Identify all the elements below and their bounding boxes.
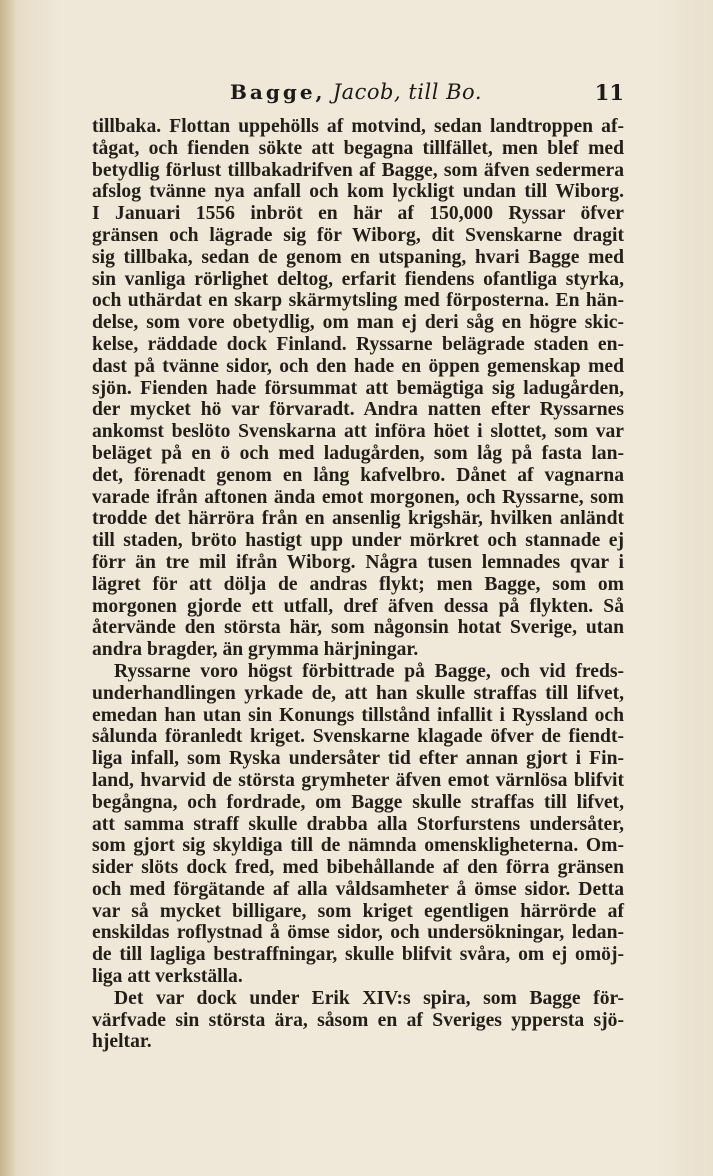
- text-line: som gjort sig skyldiga till de nämnda omenskligheterna. Om-: [92, 835, 624, 857]
- text-line: tillbaka. Flottan uppehölls af motvind, sedan landtroppen af-: [92, 116, 624, 137]
- text-line: Det var dock under Erik XIV:s spira, som Bagge för-: [114, 987, 624, 1009]
- text-line: underhandlingen yrkade de, att han skulle straffas till lifvet,: [92, 682, 624, 704]
- text-line: morgonen gjorde ett utfall, dref äfven dessa på flykten. Så: [92, 595, 624, 617]
- running-head-title: [230, 80, 482, 104]
- paragraph: [92, 988, 624, 1053]
- text-line: sjön. Fienden hade försummat att bemägtiga sig ladugården,: [92, 377, 624, 399]
- text-line: gränsen och lägrade sig för Wiborg, dit Svenskarne dragit: [92, 224, 624, 246]
- text-line: Ryssarne voro högst förbittrade på Bagge, och vid freds-: [114, 660, 624, 682]
- text-line: tågat, och fienden sökte att begagna tillfället, men blef med: [92, 137, 624, 159]
- text-line: afslog tvänne nya anfall och kom lyckligt undan till Wiborg.: [92, 181, 624, 203]
- text-line: sider slöts dock fred, med bibehållande af den förra gränsen: [92, 857, 624, 879]
- page-edge: [0, 0, 16, 1176]
- text-line: begångna, och fordrade, om Bagge skulle straffas till lifvet,: [92, 791, 624, 813]
- running-head-name: Bagge,: [230, 80, 326, 104]
- text-line: trodde det härröra från en ansenlig krigshär, hvilken anländt: [92, 508, 624, 530]
- text-line: liga infall, som Ryska undersåter tid efter annan gjort i Fin-: [92, 748, 624, 770]
- text-line: sin vanliga rörlighet deltog, erfarit fiendens ofantliga styrka,: [92, 268, 624, 290]
- text-line: liga att verkställa.: [92, 966, 243, 988]
- text-line: och med förgätande af alla våldsamheter å ömse sidor. Detta: [92, 878, 624, 900]
- text-line: hjeltar.: [92, 1031, 152, 1053]
- text-line: det, förenadt genom en lång kafvelbro. Dånet af vagnarna: [92, 464, 624, 486]
- text-line: kelse, räddade dock Finland. Ryssarne belägrade staden en-: [92, 333, 624, 355]
- text-line: land, hvarvid de största grymheter äfven emot värnlösa blifvit: [92, 769, 624, 791]
- text-line: var så mycket billigare, som kriget egentligen härrörde af: [92, 900, 624, 922]
- text-line: enskildas roflystnad å ömse sidor, och undersökningar, ledan-: [92, 922, 624, 944]
- running-head: [90, 80, 638, 110]
- running-head-subject: Jacob, till Bo.: [332, 80, 482, 104]
- text-line: sålunda föranledt kriget. Svenskarne klagade öfver de fiendt-: [92, 726, 624, 748]
- text-line: I Januari 1556 inbröt en här af 150,000 Ryssar öfver: [92, 203, 624, 225]
- text-line: värfvade sin största ära, såsom en af Sveriges yppersta sjö-: [92, 1009, 624, 1031]
- text-line: dast på tvänne sidor, och den hade en öppen gemenskap med: [92, 355, 624, 377]
- text-line: sig tillbaka, sedan de genom en utspaning, hvari Bagge med: [92, 246, 624, 268]
- text-line: beläget på en ö och med ladugården, som låg på fasta lan-: [92, 442, 624, 464]
- text-line: de till lagliga bestraffningar, skulle blifvit svåra, om ej omöj-: [92, 944, 624, 966]
- paragraph: [92, 661, 624, 988]
- text-line: att samma straff skulle drabba alla Storfurstens undersåter,: [92, 813, 624, 835]
- text-line: andra bragder, än grymma härjningar.: [92, 639, 419, 661]
- text-line: till staden, bröto hastigt upp under mörkret och stannade ej: [92, 530, 624, 552]
- text-line: der mycket hö var förvaradt. Andra natten efter Ryssarnes: [92, 399, 624, 421]
- page-number: 11: [594, 80, 624, 105]
- text-line: betydlig förlust tillbakadrifven af Bagge, som äfven sedermera: [92, 159, 624, 181]
- text-line: delse, som vore obetydlig, om man ej deri såg en högre skic-: [92, 312, 624, 334]
- text-line: och uthärdat en skarp skärmytsling med förposterna. En hän-: [92, 290, 624, 312]
- text-line: ankomst beslöto Svenskarna att införa höet i slottet, som var: [92, 421, 624, 443]
- paragraph: [92, 116, 624, 661]
- text-line: varade ifrån aftonen ända emot morgonen, och Ryssarne, som: [92, 486, 624, 508]
- text-line: emedan han utan sin Konungs tillstånd infallit i Ryssland och: [92, 704, 624, 726]
- text-line: återvände den största här, som någonsin hotat Sverige, utan: [92, 617, 624, 639]
- body-text: [92, 116, 624, 1053]
- text-line: lägret för att dölja de andras flykt; men Bagge, som om: [92, 573, 624, 595]
- text-line: förr än tre mil ifrån Wiborg. Några tusen lemnades qvar i: [92, 551, 624, 573]
